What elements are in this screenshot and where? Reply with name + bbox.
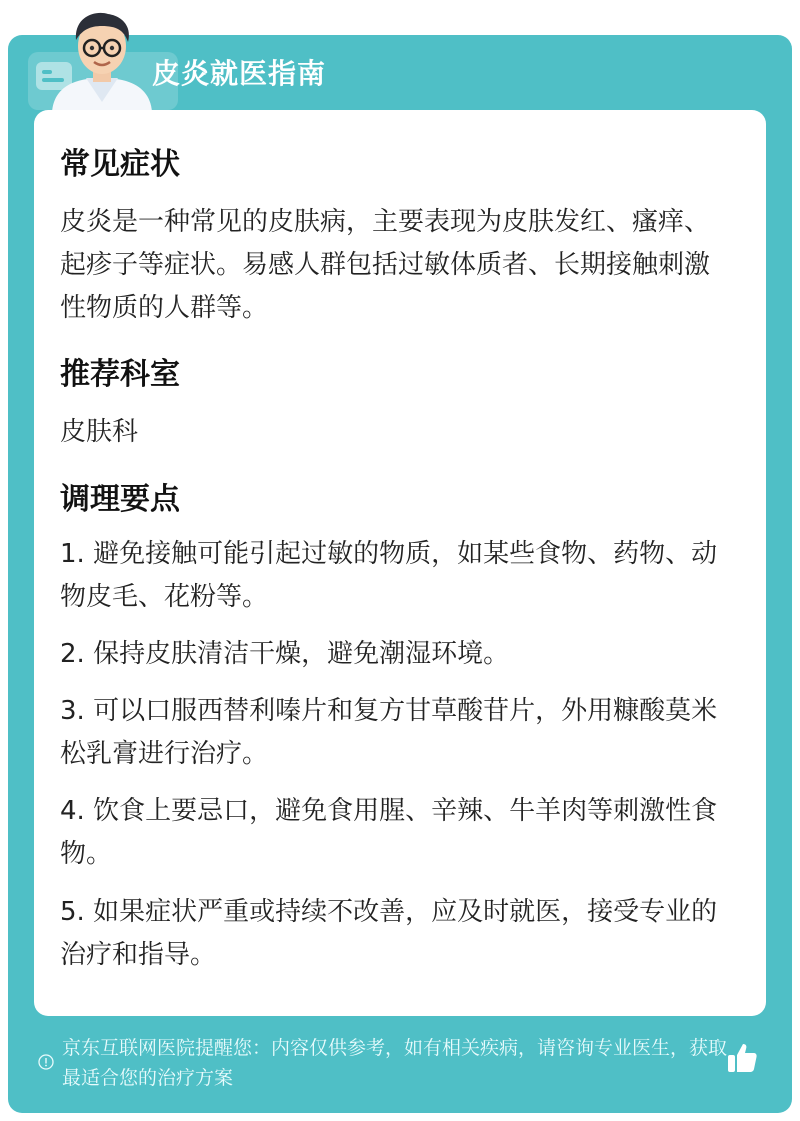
- care-tip: 1. 避免接触可能引起过敏的物质，如某些食物、药物、动物皮毛、花粉等。: [60, 539, 718, 612]
- department-text: 皮肤科: [60, 417, 139, 447]
- doctor-avatar: [46, 6, 158, 112]
- section-heading-symptoms: 常见症状: [60, 147, 180, 182]
- section-heading-care: 调理要点: [60, 482, 180, 517]
- page-title: 皮炎就医指南: [152, 57, 327, 90]
- disclaimer-text: 京东互联网医院提醒您：内容仅供参考，如有相关疾病，请咨询专业医生，获取最适合您的治疗方案: [62, 1037, 728, 1089]
- care-tip: 3. 可以口服西替利嗪片和复方甘草酸苷片，外用糠酸莫米松乳膏进行治疗。: [60, 696, 718, 769]
- care-tip: 4. 饮食上要忌口，避免食用腥、辛辣、牛羊肉等刺激性食物。: [60, 796, 718, 869]
- care-tip: 2. 保持皮肤清洁干燥，避免潮湿环境。: [60, 639, 510, 669]
- care-tip: 5. 如果症状严重或持续不改善，应及时就医，接受专业的治疗和指导。: [60, 897, 718, 970]
- section-heading-department: 推荐科室: [60, 357, 180, 392]
- symptoms-text: 皮炎是一种常见的皮肤病，主要表现为皮肤发红、瘙痒、起疹子等症状。易感人群包括过敏体质者、长期接触刺激性物质的人群等。: [60, 207, 711, 323]
- info-icon: [38, 1054, 54, 1070]
- thumbs-up-icon[interactable]: [724, 1040, 760, 1076]
